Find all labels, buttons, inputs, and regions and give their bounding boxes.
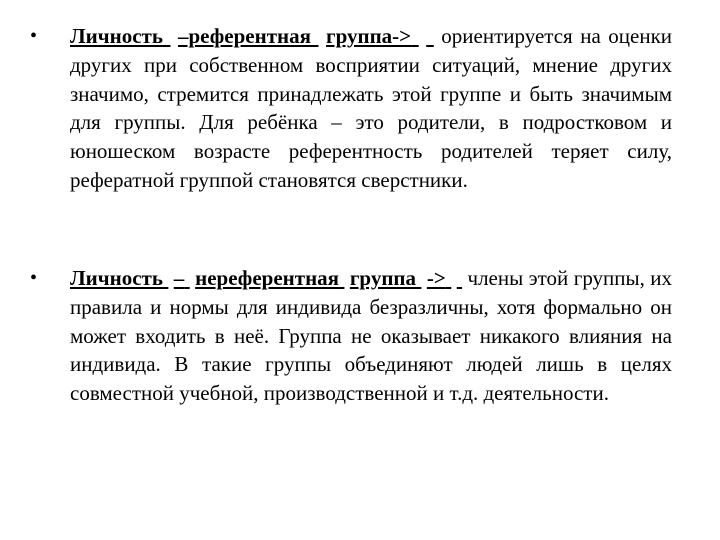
heading-part: группа-> bbox=[326, 24, 412, 48]
heading-part: –референтная bbox=[178, 24, 311, 48]
bullet-icon: • bbox=[30, 25, 38, 47]
heading-part: -> bbox=[426, 266, 446, 290]
bullet-item-referent-group bbox=[30, 22, 672, 195]
body-text: члены этой группы, их правила и нормы для индивида безразличны, хотя формально он может входить в неё. Группа не оказывает никакого влияния на индивида. В такие группы объединяют людей лишь в целях совместной учебной, производственной и т.д. деятельности. bbox=[70, 266, 673, 406]
heading-part: нереферентная bbox=[195, 266, 340, 290]
bullet-item-nonreferent-group bbox=[30, 264, 672, 408]
bullet-text bbox=[70, 22, 672, 195]
heading-part: – bbox=[173, 266, 185, 290]
heading-part: группа bbox=[349, 266, 417, 290]
bullet-text bbox=[70, 264, 672, 408]
bullet-icon: • bbox=[30, 267, 38, 289]
heading-part: Личность bbox=[70, 266, 163, 290]
heading-part: Личность bbox=[70, 24, 163, 48]
body-text: ориентируется на оценки других при собственном восприятии ситуаций, мнение других значимо, стремится принадлежать этой группе и быть значимым для группы. Для ребёнка – это родители, в подростковом и юношеском возрасте референтность родителей теряет силу, рефератной группой становятся сверстники. bbox=[70, 24, 673, 192]
